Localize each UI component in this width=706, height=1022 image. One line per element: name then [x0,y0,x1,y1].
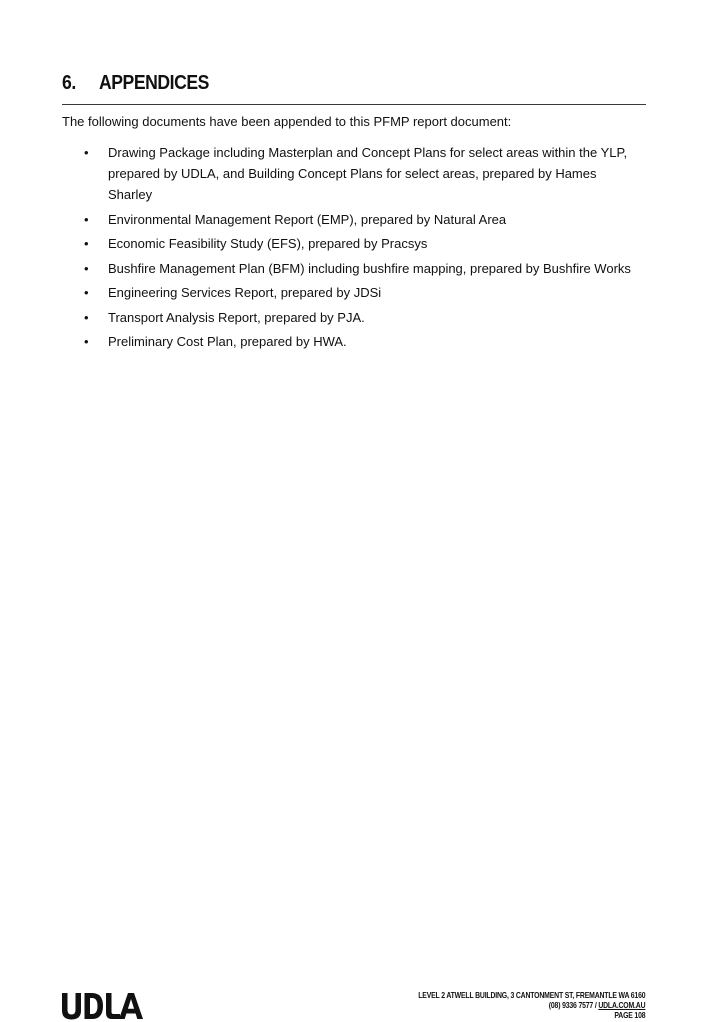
bullet-icon: • [84,309,89,325]
footer-address: LEVEL 2 ATWELL BUILDING, 3 CANTONMENT ST, FREMANTLE WA 6160 [417,991,645,1000]
list-item [62,233,642,254]
section-heading [62,72,576,95]
list-item-text: Transport Analysis Report, prepared by PJA. [108,309,365,325]
bullet-icon: • [84,334,89,349]
appendix-list [62,142,642,356]
list-item-text: Environmental Management Report (EMP), prepared by Natural Area [108,211,507,227]
section-title: APPENDICES [98,72,209,94]
list-item-text: Preliminary Cost Plan, prepared by HWA. [108,334,347,349]
udla-logo [62,990,144,1020]
footer-contact-line [418,1001,645,1011]
section-number: 6. [62,72,76,94]
heading-divider [62,104,646,105]
list-item [62,307,642,328]
list-item [62,258,642,279]
list-item [62,142,642,205]
list-item [62,282,642,303]
footer-website-link[interactable]: UDLA.COM.AU [597,1001,645,1010]
bullet-icon: • [84,211,89,227]
list-item-text: Economic Feasibility Study (EFS), prepared by Pracsys [108,236,428,251]
list-item [62,331,642,352]
list-item-text: Drawing Package including Masterplan and Concept Plans for select areas within the YLP, prepared by UDLA, and Building Concept Plans for select areas, prepared by Hames Sharley [108,145,628,202]
footer-phone: (08) 9336 7577 [548,1001,593,1010]
bullet-icon: • [84,260,89,276]
bullet-icon: • [84,145,89,160]
list-item-text: Engineering Services Report, prepared by JDSi [108,285,382,300]
bullet-icon: • [84,285,89,300]
list-item [62,209,642,230]
intro-paragraph: The following documents have been appended to this PFMP report document: [62,114,512,129]
bullet-icon: • [84,236,89,251]
footer-separator: / [594,1001,597,1010]
footer-page-number: PAGE 108 [613,1011,645,1020]
list-item-text: Bushfire Management Plan (BFM) including bushfire mapping, prepared by Bushfire Works [108,260,631,276]
footer-contact [375,991,645,1021]
